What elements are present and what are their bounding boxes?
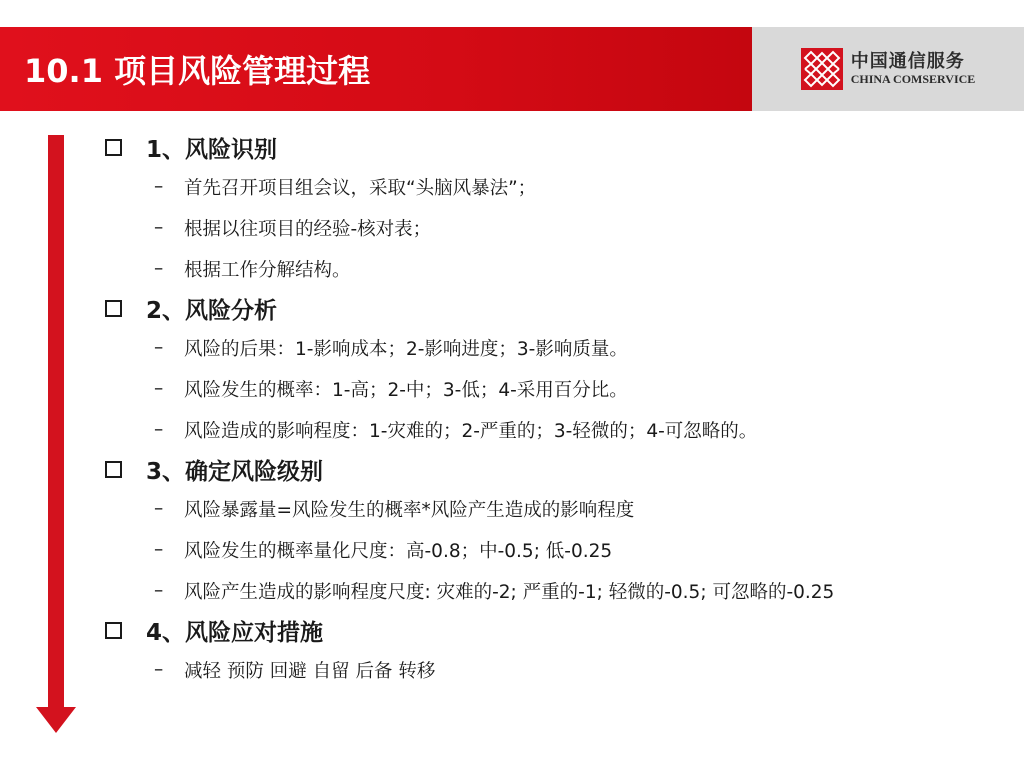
logo-area	[752, 27, 1024, 111]
list-item: – 减轻 预防 回避 自留 后备 转移	[154, 659, 436, 682]
title-bar	[0, 27, 752, 111]
list-item: – 风险发生的概率量化尺度：高-0.8；中-0.5; 低-0.25	[154, 539, 613, 562]
process-list	[104, 128, 1004, 690]
square-bullet-icon	[105, 622, 122, 639]
square-bullet-icon	[105, 139, 122, 156]
company-logo	[801, 48, 976, 90]
list-item: – 根据以往项目的经验-核对表；	[154, 217, 432, 240]
page-title: 10.1 项目风险管理过程	[24, 52, 371, 90]
list-item: – 根据工作分解结构。	[154, 258, 351, 281]
down-arrow-icon	[36, 135, 76, 735]
list-item: – 风险的后果：1-影响成本；2-影响进度；3-影响质量。	[154, 337, 628, 360]
section-heading: 1、风险识别	[104, 128, 1004, 166]
section-heading: 2、风险分析	[104, 289, 1004, 327]
section-heading: 3、确定风险级别	[104, 450, 1004, 488]
section-4	[104, 611, 1004, 690]
logo-english-text: CHINA COMSERVICE	[850, 72, 976, 86]
list-item: – 风险发生的概率：1-高；2-中；3-低；4-采用百分比。	[154, 378, 628, 401]
header-bar	[0, 27, 1024, 111]
china-comservice-logo-icon	[801, 48, 843, 90]
list-item: – 风险产生造成的影响程度尺度: 灾难的-2; 严重的-1; 轻微的-0.5; 可忽略的-0.25	[154, 580, 835, 603]
section-2	[104, 289, 1004, 450]
logo-chinese-text: 中国通信服务	[850, 51, 965, 72]
list-item: – 风险暴露量=风险发生的概率*风险产生造成的影响程度	[154, 498, 635, 521]
section-3	[104, 450, 1004, 611]
section-1	[104, 128, 1004, 289]
list-item: – 首先召开项目组会议，采取“头脑风暴法”；	[154, 176, 537, 199]
section-heading: 4、风险应对措施	[104, 611, 1004, 649]
square-bullet-icon	[105, 300, 122, 317]
square-bullet-icon	[105, 461, 122, 478]
list-item: – 风险造成的影响程度：1-灾难的；2-严重的；3-轻微的；4-可忽略的。	[154, 419, 758, 442]
